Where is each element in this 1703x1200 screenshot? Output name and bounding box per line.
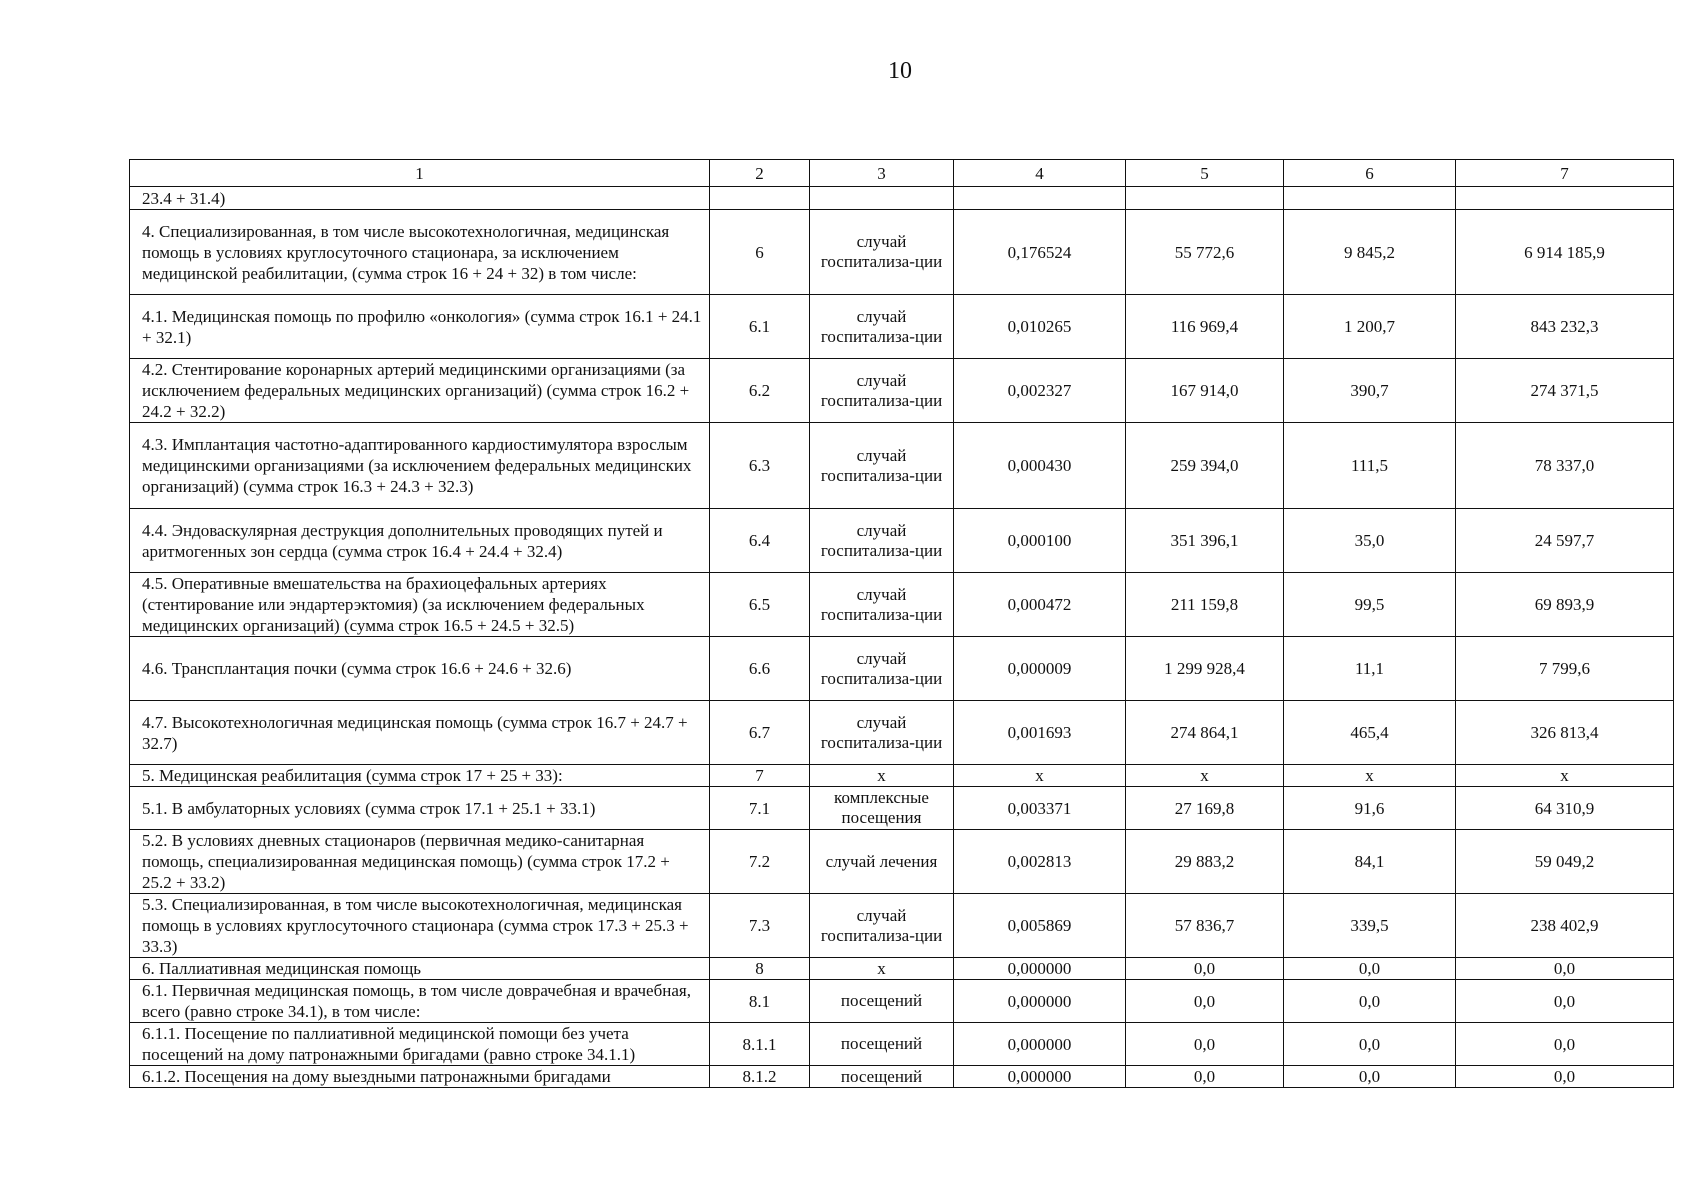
row-number: 6.5: [710, 573, 810, 637]
row-number: 6.4: [710, 509, 810, 573]
row-number: 6.2: [710, 359, 810, 423]
value-cell: 0,0: [1126, 1023, 1284, 1066]
value-cell: 1 299 928,4: [1126, 637, 1284, 701]
value-cell: 27 169,8: [1126, 787, 1284, 830]
unit-cell: случай госпитализа-ции: [810, 423, 954, 509]
column-header: 4: [954, 160, 1126, 187]
value-cell: х: [1284, 765, 1456, 787]
row-description: 6. Паллиативная медицинская помощь: [130, 958, 710, 980]
table-row: [130, 958, 1674, 980]
value-cell: [1456, 187, 1674, 210]
unit-cell: случай лечения: [810, 830, 954, 894]
value-cell: 55 772,6: [1126, 210, 1284, 295]
value-cell: 0,003371: [954, 787, 1126, 830]
value-cell: 326 813,4: [1456, 701, 1674, 765]
header-row: [130, 160, 1674, 187]
column-header: 3: [810, 160, 954, 187]
value-cell: 259 394,0: [1126, 423, 1284, 509]
row-description: 5.2. В условиях дневных стационаров (первичная медико-санитарная помощь, специализированная медицинская помощь) (сумма строк 17.2 + 25.2 + 33.2): [130, 830, 710, 894]
value-cell: 0,0: [1456, 1023, 1674, 1066]
value-cell: 0,000009: [954, 637, 1126, 701]
value-cell: 35,0: [1284, 509, 1456, 573]
unit-cell: случай госпитализа-ции: [810, 295, 954, 359]
row-number: 8.1.1: [710, 1023, 810, 1066]
value-cell: 0,0: [1456, 1066, 1674, 1088]
row-number: 8.1.2: [710, 1066, 810, 1088]
column-header: 7: [1456, 160, 1674, 187]
row-number: 7: [710, 765, 810, 787]
value-cell: 0,0: [1456, 980, 1674, 1023]
value-cell: 99,5: [1284, 573, 1456, 637]
table-body: [130, 187, 1674, 1088]
value-cell: 465,4: [1284, 701, 1456, 765]
value-cell: 390,7: [1284, 359, 1456, 423]
table-row: [130, 423, 1674, 509]
value-cell: 843 232,3: [1456, 295, 1674, 359]
value-cell: 211 159,8: [1126, 573, 1284, 637]
value-cell: 84,1: [1284, 830, 1456, 894]
row-description: 4.3. Имплантация частотно-адаптированного кардиостимулятора взрослым медицинскими организациями (за исключением федеральных медицинских организаций) (сумма строк 16.3 + 24.3 + 32.3): [130, 423, 710, 509]
value-cell: 0,0: [1456, 958, 1674, 980]
row-description: 23.4 + 31.4): [130, 187, 710, 210]
table-row: [130, 830, 1674, 894]
value-cell: 0,0: [1126, 1066, 1284, 1088]
value-cell: 64 310,9: [1456, 787, 1674, 830]
table-row: [130, 359, 1674, 423]
table-row: [130, 573, 1674, 637]
unit-cell: х: [810, 958, 954, 980]
value-cell: [1284, 187, 1456, 210]
value-cell: 78 337,0: [1456, 423, 1674, 509]
row-number: 6.7: [710, 701, 810, 765]
table-row: [130, 637, 1674, 701]
value-cell: 0,001693: [954, 701, 1126, 765]
row-number: 6.1: [710, 295, 810, 359]
row-description: 4.5. Оперативные вмешательства на брахиоцефальных артериях (стентирование или эндартерэктомия) (за исключением федеральных медицинских организаций) (сумма строк 16.5 + 24.5 + 32.5): [130, 573, 710, 637]
unit-cell: комплексные посещения: [810, 787, 954, 830]
column-header: 1: [130, 160, 710, 187]
value-cell: 0,0: [1284, 1066, 1456, 1088]
table-header: [130, 160, 1674, 187]
value-cell: 116 969,4: [1126, 295, 1284, 359]
unit-cell: случай госпитализа-ции: [810, 701, 954, 765]
row-number: 7.1: [710, 787, 810, 830]
row-description: 5.3. Специализированная, в том числе высокотехнологичная, медицинская помощь в условиях круглосуточного стационара (сумма строк 17.3 + 25.3 + 33.3): [130, 894, 710, 958]
data-table: [129, 159, 1674, 1088]
table-row: [130, 787, 1674, 830]
unit-cell: случай госпитализа-ции: [810, 573, 954, 637]
value-cell: 0,010265: [954, 295, 1126, 359]
value-cell: [1126, 187, 1284, 210]
row-description: 5.1. В амбулаторных условиях (сумма строк 17.1 + 25.1 + 33.1): [130, 787, 710, 830]
unit-cell: случай госпитализа-ции: [810, 210, 954, 295]
value-cell: 59 049,2: [1456, 830, 1674, 894]
value-cell: [954, 187, 1126, 210]
value-cell: 24 597,7: [1456, 509, 1674, 573]
table-row: [130, 187, 1674, 210]
table-row: [130, 701, 1674, 765]
row-description: 6.1. Первичная медицинская помощь, в том числе доврачебная и врачебная, всего (равно строке 34.1), в том числе:: [130, 980, 710, 1023]
value-cell: 0,000430: [954, 423, 1126, 509]
page-number: 10: [888, 58, 912, 84]
value-cell: 0,0: [1126, 980, 1284, 1023]
row-description: 4.7. Высокотехнологичная медицинская помощь (сумма строк 16.7 + 24.7 + 32.7): [130, 701, 710, 765]
unit-cell: х: [810, 765, 954, 787]
row-number: 7.3: [710, 894, 810, 958]
row-description: 4.4. Эндоваскулярная деструкция дополнительных проводящих путей и аритмогенных зон сердца (сумма строк 16.4 + 24.4 + 32.4): [130, 509, 710, 573]
unit-cell: случай госпитализа-ции: [810, 509, 954, 573]
row-description: 5. Медицинская реабилитация (сумма строк 17 + 25 + 33):: [130, 765, 710, 787]
value-cell: 0,002327: [954, 359, 1126, 423]
value-cell: 7 799,6: [1456, 637, 1674, 701]
column-header: 2: [710, 160, 810, 187]
value-cell: 0,000000: [954, 980, 1126, 1023]
value-cell: 0,000472: [954, 573, 1126, 637]
value-cell: 0,0: [1126, 958, 1284, 980]
row-description: 6.1.1. Посещение по паллиативной медицинской помощи без учета посещений на дому патронажными бригадами (равно строке 34.1.1): [130, 1023, 710, 1066]
row-number: 7.2: [710, 830, 810, 894]
value-cell: 351 396,1: [1126, 509, 1284, 573]
value-cell: х: [954, 765, 1126, 787]
unit-cell: посещений: [810, 980, 954, 1023]
column-header: 5: [1126, 160, 1284, 187]
value-cell: 0,0: [1284, 958, 1456, 980]
value-cell: 0,0: [1284, 980, 1456, 1023]
value-cell: 0,000000: [954, 1023, 1126, 1066]
value-cell: х: [1126, 765, 1284, 787]
value-cell: 0,000000: [954, 1066, 1126, 1088]
value-cell: 339,5: [1284, 894, 1456, 958]
value-cell: 0,002813: [954, 830, 1126, 894]
row-number: 8.1: [710, 980, 810, 1023]
value-cell: 6 914 185,9: [1456, 210, 1674, 295]
value-cell: 0,000000: [954, 958, 1126, 980]
value-cell: 0,005869: [954, 894, 1126, 958]
value-cell: 9 845,2: [1284, 210, 1456, 295]
table-row: [130, 1023, 1674, 1066]
row-description: 6.1.2. Посещения на дому выездными патронажными бригадами: [130, 1066, 710, 1088]
unit-cell: [810, 187, 954, 210]
table-row: [130, 894, 1674, 958]
table-row: [130, 509, 1674, 573]
row-number: 6.3: [710, 423, 810, 509]
table-row: [130, 295, 1674, 359]
table-row: [130, 980, 1674, 1023]
table-row: [130, 210, 1674, 295]
value-cell: 57 836,7: [1126, 894, 1284, 958]
unit-cell: посещений: [810, 1023, 954, 1066]
row-number: 6.6: [710, 637, 810, 701]
value-cell: х: [1456, 765, 1674, 787]
row-number: 6: [710, 210, 810, 295]
value-cell: 167 914,0: [1126, 359, 1284, 423]
value-cell: 69 893,9: [1456, 573, 1674, 637]
row-number: 8: [710, 958, 810, 980]
row-number: [710, 187, 810, 210]
table-row: [130, 765, 1674, 787]
column-header: 6: [1284, 160, 1456, 187]
value-cell: 11,1: [1284, 637, 1456, 701]
unit-cell: посещений: [810, 1066, 954, 1088]
unit-cell: случай госпитализа-ции: [810, 894, 954, 958]
value-cell: 238 402,9: [1456, 894, 1674, 958]
row-description: 4.6. Трансплантация почки (сумма строк 16.6 + 24.6 + 32.6): [130, 637, 710, 701]
value-cell: 91,6: [1284, 787, 1456, 830]
value-cell: 0,176524: [954, 210, 1126, 295]
unit-cell: случай госпитализа-ции: [810, 637, 954, 701]
value-cell: 0,0: [1284, 1023, 1456, 1066]
row-description: 4.2. Стентирование коронарных артерий медицинскими организациями (за исключением федеральных медицинских организаций) (сумма строк 16.2 + 24.2 + 32.2): [130, 359, 710, 423]
value-cell: 29 883,2: [1126, 830, 1284, 894]
value-cell: 1 200,7: [1284, 295, 1456, 359]
unit-cell: случай госпитализа-ции: [810, 359, 954, 423]
value-cell: 111,5: [1284, 423, 1456, 509]
value-cell: 274 864,1: [1126, 701, 1284, 765]
value-cell: 0,000100: [954, 509, 1126, 573]
row-description: 4. Специализированная, в том числе высокотехнологичная, медицинская помощь в условиях круглосуточного стационара, за исключением медицинской реабилитации, (сумма строк 16 + 24 + 32) в том числе:: [130, 210, 710, 295]
table-row: [130, 1066, 1674, 1088]
row-description: 4.1. Медицинская помощь по профилю «онкология» (сумма строк 16.1 + 24.1 + 32.1): [130, 295, 710, 359]
value-cell: 274 371,5: [1456, 359, 1674, 423]
